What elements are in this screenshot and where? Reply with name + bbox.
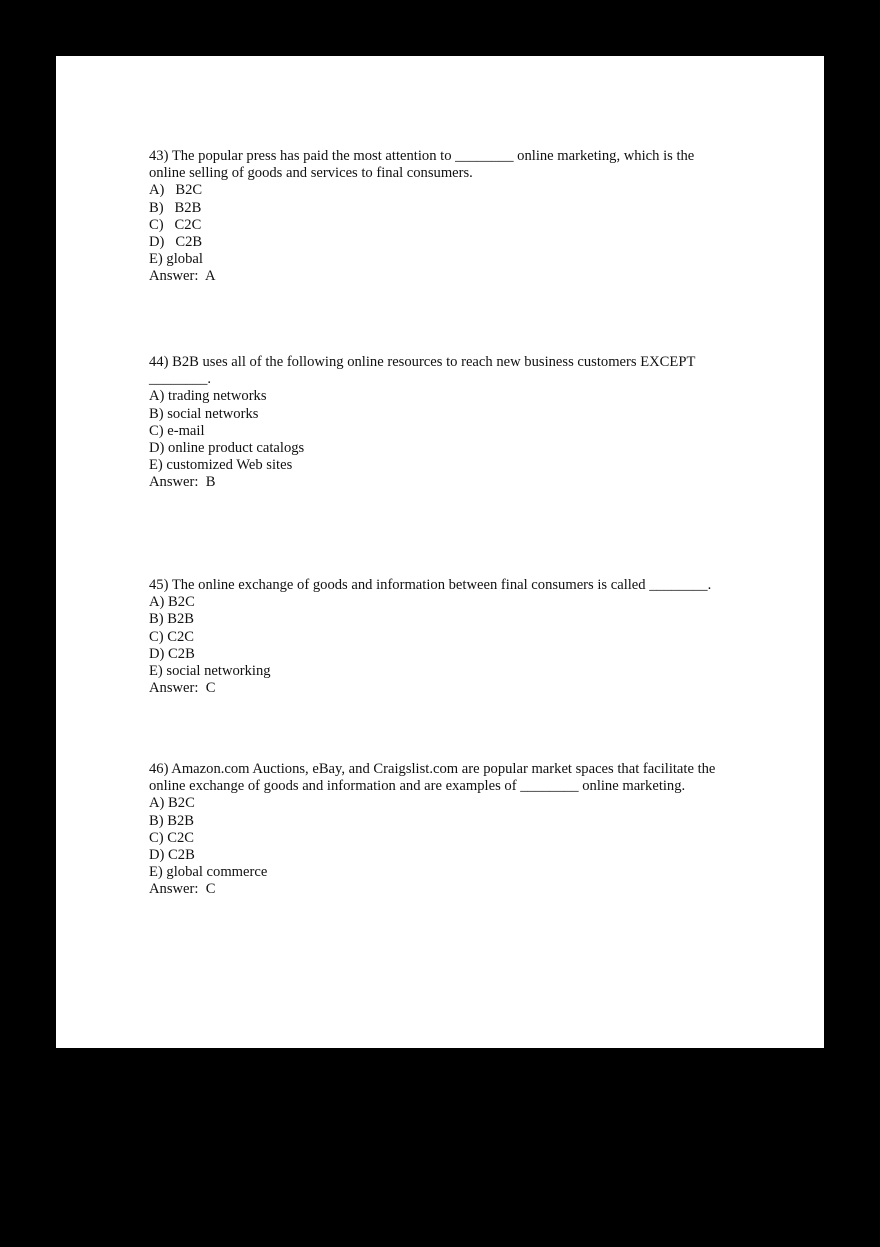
question-stem-line: online selling of goods and services to final consumers. xyxy=(149,165,473,182)
question-46 xyxy=(149,761,749,899)
option-d: D) C2B xyxy=(149,234,203,251)
option-b: B) B2B xyxy=(149,812,195,829)
question-stem-line: 46) Amazon.com Auctions, eBay, and Craigslist.com are popular market spaces that facilitate the xyxy=(149,761,716,777)
answer-line: Answer: A xyxy=(149,268,216,285)
question-44 xyxy=(149,354,749,492)
option-b: B) B2B xyxy=(149,611,195,628)
question-stem-line: 43) The popular press has paid the most attention to ________ online marketing, which is the xyxy=(149,148,695,164)
option-d: D) C2B xyxy=(149,645,195,662)
answer-line: Answer: C xyxy=(149,881,216,898)
answer-line: Answer: C xyxy=(149,680,216,697)
option-b: B) social networks xyxy=(149,405,259,422)
option-a: A) B2C xyxy=(149,182,203,199)
option-c: C) e-mail xyxy=(149,422,205,439)
option-e: E) global commerce xyxy=(149,864,268,881)
question-stem-line: ________. xyxy=(149,371,212,388)
option-a: A) B2C xyxy=(149,795,195,812)
option-d: D) online product catalogs xyxy=(149,440,305,457)
question-45 xyxy=(149,577,749,697)
option-d: D) C2B xyxy=(149,847,195,864)
option-b: B) B2B xyxy=(149,199,202,216)
question-stem-line: 45) The online exchange of goods and information between final consumers is called ________. xyxy=(149,577,712,593)
option-c: C) C2C xyxy=(149,216,202,233)
document-page xyxy=(56,56,824,1048)
question-stem-line: online exchange of goods and information and are examples of ________ online marketing. xyxy=(149,778,686,795)
question-stem-line: 44) B2B uses all of the following online resources to reach new business customers EXCEPT xyxy=(149,354,696,370)
option-e: E) global xyxy=(149,251,203,268)
option-e: E) social networking xyxy=(149,663,271,680)
question-43 xyxy=(149,148,749,286)
option-a: A) trading networks xyxy=(149,388,267,405)
option-c: C) C2C xyxy=(149,829,195,846)
answer-line: Answer: B xyxy=(149,474,216,491)
option-c: C) C2C xyxy=(149,628,195,645)
option-a: A) B2C xyxy=(149,594,195,611)
option-e: E) customized Web sites xyxy=(149,457,293,474)
